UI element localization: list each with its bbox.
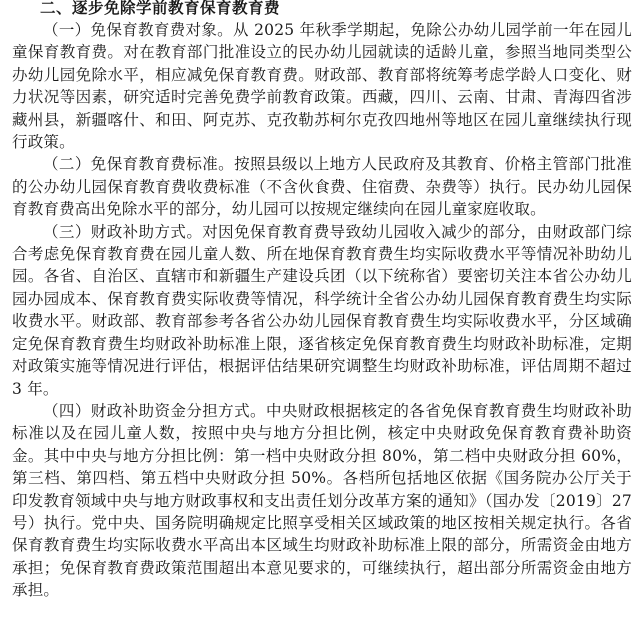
section-heading: 二、逐步免除学前教育保育教育费 (40, 0, 281, 17)
paragraph-subsidy-method (12, 221, 632, 400)
paragraph-label: （一）免保育教育费对象。 (43, 21, 234, 39)
paragraph-label: （二）免保育教育费标准。 (43, 155, 235, 174)
paragraph-exemption-standard (12, 153, 632, 220)
paragraph-fund-sharing (12, 400, 632, 602)
paragraph-exemption-target (12, 19, 632, 153)
paragraph-label: （三）财政补助方式。 (43, 222, 203, 241)
paragraph-text: 从 2025 年秋季学期起，免除公办幼儿园学前一年在园儿童保育教育费。对在教育部门批准设立的民办幼儿园就读的适龄儿童，参照当地同类型公办幼儿园免除水平，相应减免保育教育费。财政部、教育部将统筹考虑学龄人口变化、财力状况等因素，研究适时完善免费学前教育政策。西藏，四川、云南、甘肃、青海四省涉藏州县，新疆喀什、和田、阿克苏、克孜勒苏柯尔克孜四地州等地区在园儿童继续执行现行政策。 (12, 21, 632, 152)
paragraph-label: （四）财政补助资金分担方式。 (43, 401, 266, 420)
paragraph-text: 按照县级以上地方人民政府及其教育、价格主管部门批准的公办幼儿园保育教育费收费标准（不含伙食费、住宿费、杂费等）执行。民办幼儿园保育教育费高出免除水平的部分，幼儿园可以按规定继续向在园儿童家庭收取。 (12, 155, 632, 219)
paragraph-text: 中央财政根据核定的各省免保育教育费生均财政补助标准以及在园儿童人数，按照中央与地方分担比例，核定中央财政免保育教育费补助资金。其中中央与地方分担比例：第一档中央财政分担 80%，第二档中央财政分担 60%，第三档、第四档、第五档中央财政分担 50%。各档所包括地区依据《国务院办公厅关于印发教育领域中央与地方财政事权和支出责任划分改革方案的通知》（国办发〔2019〕27 号）执行。党中央、国务院明确规定比照享受相关区域政策的地区按相关规定执行。各省保育教育费生均实际收费水平高出本区域生均财政补助标准上限的部分，所需资金由地方承担；免保育教育费政策范围超出本意见要求的，可继续执行，超出部分所需资金由地方承担。 (12, 401, 632, 600)
paragraph-text: 对因免保育教育费导致幼儿园收入减少的部分，由财政部门综合考虑免保育教育费在园儿童人数、所在地保育教育费生均实际收费水平等情况补助幼儿园。各省、自治区、直辖市和新疆生产建设兵团（以下统称省）要密切关注本省公办幼儿园办园成本、保育教育费实际收费等情况，科学统计全省公办幼儿园保育教育费生均实际收费水平。财政部、教育部参考各省公办幼儿园保育教育费生均实际收费水平，分区域确定免保育教育费生均财政补助标准上限，逐省核定免保育教育费生均财政补助标准，定期对政策实施等情况进行评估，根据评估结果研究调整生均财政补助标准，评估周期不超过 3 年。 (12, 222, 632, 398)
